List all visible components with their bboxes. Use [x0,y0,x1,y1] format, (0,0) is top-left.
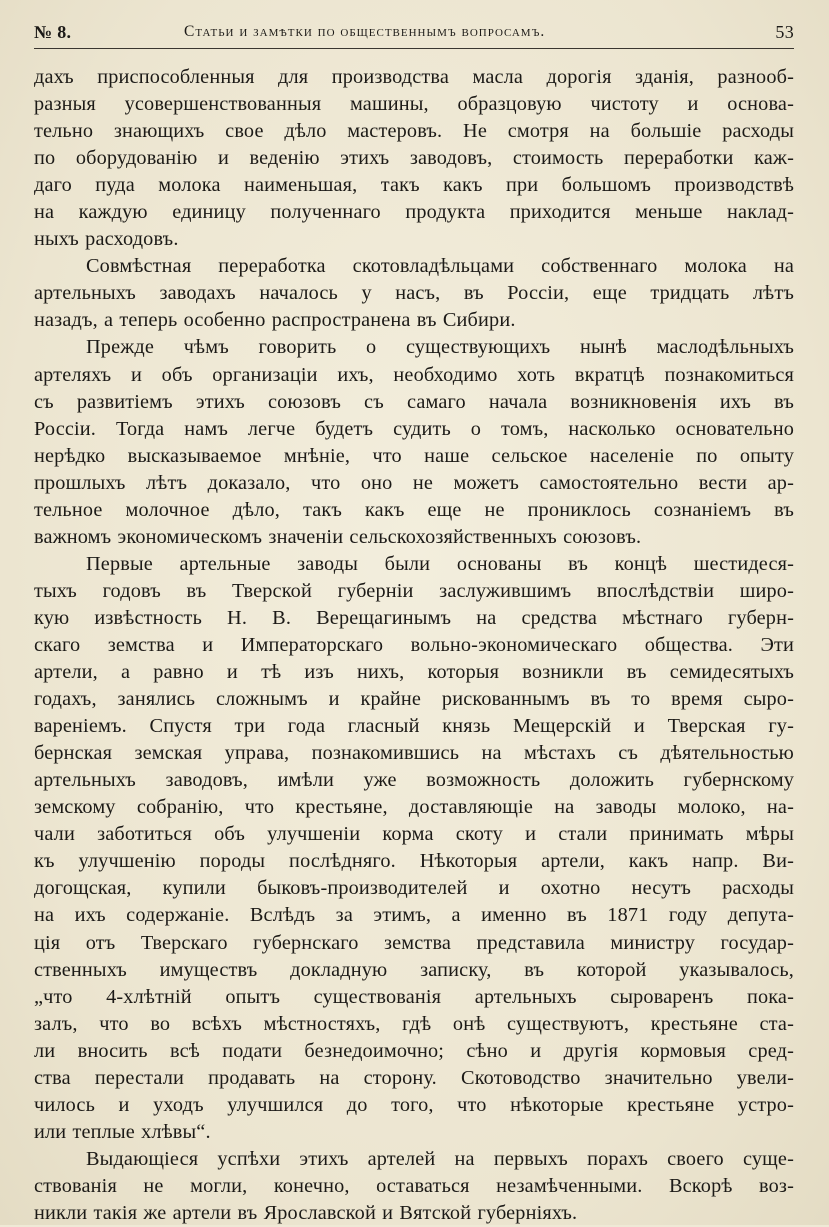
text-line: ція отъ Тверскаго губернскаго земства представила министру государ- [34,931,794,954]
text-line: ствованія не могли, конечно, оставаться незамѣченными. Вскорѣ воз- [34,1174,794,1197]
text-line: никли такія же артели въ Ярославской и Вятской губерніяхъ. [34,1201,578,1224]
text-line: по оборудованію и веденію этихъ заводовъ, стоимость переработки каж- [34,147,794,170]
text-line: къ улучшенію породы послѣдняго. Нѣкоторыя артели, какъ напр. Ви- [34,850,794,873]
text-line: артельныхъ заводовъ, имѣли уже возможность доложить губернскому [34,769,794,792]
text-line: Прежде чѣмъ говорить о существующихъ нынѣ маслодѣльныхъ [86,336,794,359]
text-line: годахъ, занялись сложнымъ и крайне рискованнымъ въ то время сыро- [34,688,794,711]
text-line: вареніемъ. Спустя три года гласный князь Мещерскій и Тверская гу- [34,715,794,738]
text-line: кую извѣстность Н. В. Верещагинымъ на средства мѣстнаго губерн- [34,606,794,629]
text-line: или теплые хлѣвы“. [34,1120,211,1143]
text-line: бернская земская управа, познакомившись на мѣстахъ съ дѣятельностью [34,742,794,765]
text-line: назадъ, а теперь особенно распространена въ Сибири. [34,309,516,332]
paragraph [34,64,794,253]
text-line: Совмѣстная переработка скотовладѣльцами собственнаго молока на [86,255,794,278]
text-line: скаго земства и Императорскаго вольно-экономическаго общества. Эти [34,633,794,656]
text-line: ныхъ расходовъ. [34,228,179,251]
text-line: артельныхъ заводахъ началось у насъ, въ Россіи, еще тридцать лѣтъ [34,282,794,305]
text-line: залъ, что во всѣхъ мѣстностяхъ, гдѣ онѣ существуютъ, крестьяне ста- [34,1012,794,1035]
text-line: Выдающіеся успѣхи этихъ артелей на первыхъ порахъ своего суще- [86,1147,794,1170]
page-header [34,22,794,46]
text-line: ственныхъ имуществъ докладную записку, въ которой указывалось, [34,958,794,981]
text-line: чали заботиться объ улучшеніи корма скоту и стали принимать мѣры [34,823,794,846]
issue-number: № 8. [34,22,72,42]
text-line: разныя усовершенствованныя машины, образцовую чистоту и основа- [34,93,794,116]
text-line: важномъ экономическомъ значеніи сельскохозяйственныхъ союзовъ. [34,525,642,548]
text-line: нерѣдко высказываемое мнѣніе, что наше сельское населеніе по опыту [34,444,794,467]
text-line: прошлыхъ лѣтъ доказало, что оно не можетъ самостоятельно вести ар- [34,471,794,494]
text-line: „что 4-хлѣтній опытъ существованія артельныхъ сыроваренъ пока- [34,985,794,1008]
paragraph [34,334,794,550]
text-line: тельное молочное дѣло, такъ какъ еще не прониклось сознаніемъ въ [34,498,794,521]
text-line: артеляхъ и объ организаціи ихъ, необходимо хоть вкратцѣ познакомиться [34,363,794,386]
text-line: тыхъ годовъ въ Тверской губерніи заслужившимъ впослѣдствіи широ- [34,579,794,602]
text-line: на ихъ содержаніе. Вслѣдъ за этимъ, а именно въ 1871 году депута- [34,904,794,927]
text-line: тельно знающихъ свое дѣло мастеровъ. Не смотря на большіе расходы [34,120,794,143]
paragraph [34,253,794,334]
text-line: даго пуда молока наименьшая, такъ какъ при большомъ производствѣ [34,174,794,197]
text-line: артели, а равно и тѣ изъ нихъ, которыя возникли въ семидесятыхъ [34,661,794,684]
text-line: ства перестали продавать на сторону. Скотоводство значительно увели- [34,1066,794,1089]
article-body [34,64,794,1227]
header-rule [34,48,794,49]
text-line: Россіи. Тогда намъ легче будетъ судить о томъ, насколько основательно [34,417,794,440]
text-line: догощская, купили быковъ-производителей и охотно несутъ расходы [34,877,794,900]
page-number: 53 [775,22,794,42]
paragraph [34,1146,794,1227]
paragraph [34,551,794,1146]
text-line: земскому собранію, что крестьяне, доставляющіе на заводы молоко, на- [34,796,794,819]
text-line: Первые артельные заводы были основаны въ концѣ шестидеся- [86,552,794,575]
text-line: на каждую единицу полученнаго продукта приходится меньше наклад- [34,201,794,224]
text-line: чилось и уходъ улучшился до того, что нѣкоторые крестьяне устро- [34,1093,794,1116]
text-line: съ развитіемъ этихъ союзовъ съ самаго начала возникновенія ихъ въ [34,390,794,413]
running-title: Статьи и замѣтки по общественнымъ вопросамъ. [184,23,546,40]
text-line: дахъ приспособленныя для производства масла дорогія зданія, разнооб- [34,66,794,88]
text-line: ли вносить всѣ подати безнедоимочно; сѣно и другія кормовыя сред- [34,1039,794,1062]
